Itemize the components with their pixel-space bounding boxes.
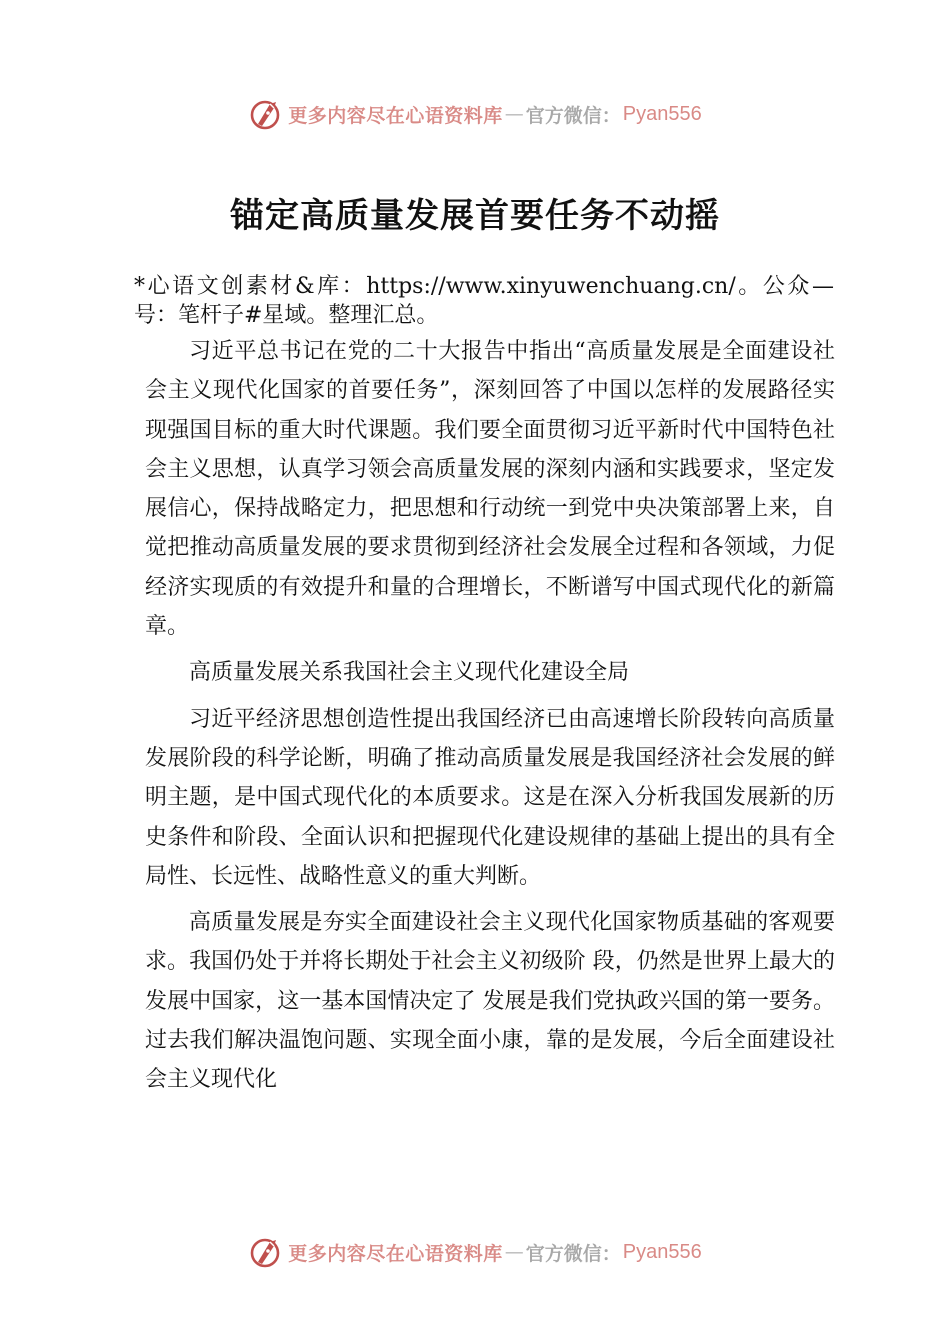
source-note: *心语文创素材&库：https://www.xinyuwenchuang.cn/。公众—号：笔杆子#星域。整理汇总。 [134, 274, 834, 328]
paragraph-economic-thought: 习近平经济思想创造性提出我国经济已由高速增长阶段转向高质量发展阶段的科学论断，明确了推动高质量发展是我国经济社会发展的鲜明主题，是中国式现代化的本质要求。这是在深入分析我国发展新的历史条件和阶段、全面认识和把握现代化建设规律的基础上提出的具有全局性、长远性、战略性意义的重大判断。 [145, 706, 835, 889]
header-banner [0, 94, 950, 134]
article-body [145, 332, 835, 1100]
document-title: 锚定高质量发展首要任务不动摇 [230, 196, 720, 236]
paragraph-material-basis: 高质量发展是夯实全面建设社会主义现代化国家物质基础的客观要求。我国仍处于并将长期处于社会主义初级阶 段，仍然是世界上最大的发展中国家，这一基本国情决定了 发展是我们党执政兴国的第一要务。过去我们解决温饱问题、实现全面小康，靠的是发展，今后全面建设社会主义现代化 [145, 910, 835, 1093]
section-heading: 高质量发展关系我国社会主义现代化建设全局 [189, 660, 630, 686]
pen-nib-logo-icon [248, 96, 284, 132]
pen-nib-logo-icon [248, 1234, 284, 1270]
banner-separator: — [504, 1241, 524, 1263]
banner-separator: — [504, 103, 524, 125]
banner-wechat-label: 官方微信： [525, 104, 621, 127]
banner-text: 更多内容尽在心语资料库 [288, 1242, 503, 1265]
banner-wechat-label: 官方微信： [525, 1242, 621, 1265]
footer-banner [0, 1232, 950, 1272]
banner-text: 更多内容尽在心语资料库 [288, 104, 503, 127]
paragraph-intro: 习近平总书记在党的二十大报告中指出“高质量发展是全面建设社会主义现代化国家的首要任务”，深刻回答了中国以怎样的发展路径实现强国目标的重大时代课题。我们要全面贯彻习近平新时代中国特色社会主义思想，认真学习领会高质量发展的深刻内涵和实践要求，坚定发展信心，保持战略定力，把思想和行动统一到党中央决策部署上来，自觉把推动高质量发展的要求贯彻到经济社会发展全过程和各领域，力促经济实现质的有效提升和量的合理增长，不断谱写中国式现代化的新篇章。 [145, 339, 835, 640]
banner-wechat-id: Pyan556 [622, 102, 702, 125]
banner-wechat-id: Pyan556 [622, 1240, 702, 1263]
